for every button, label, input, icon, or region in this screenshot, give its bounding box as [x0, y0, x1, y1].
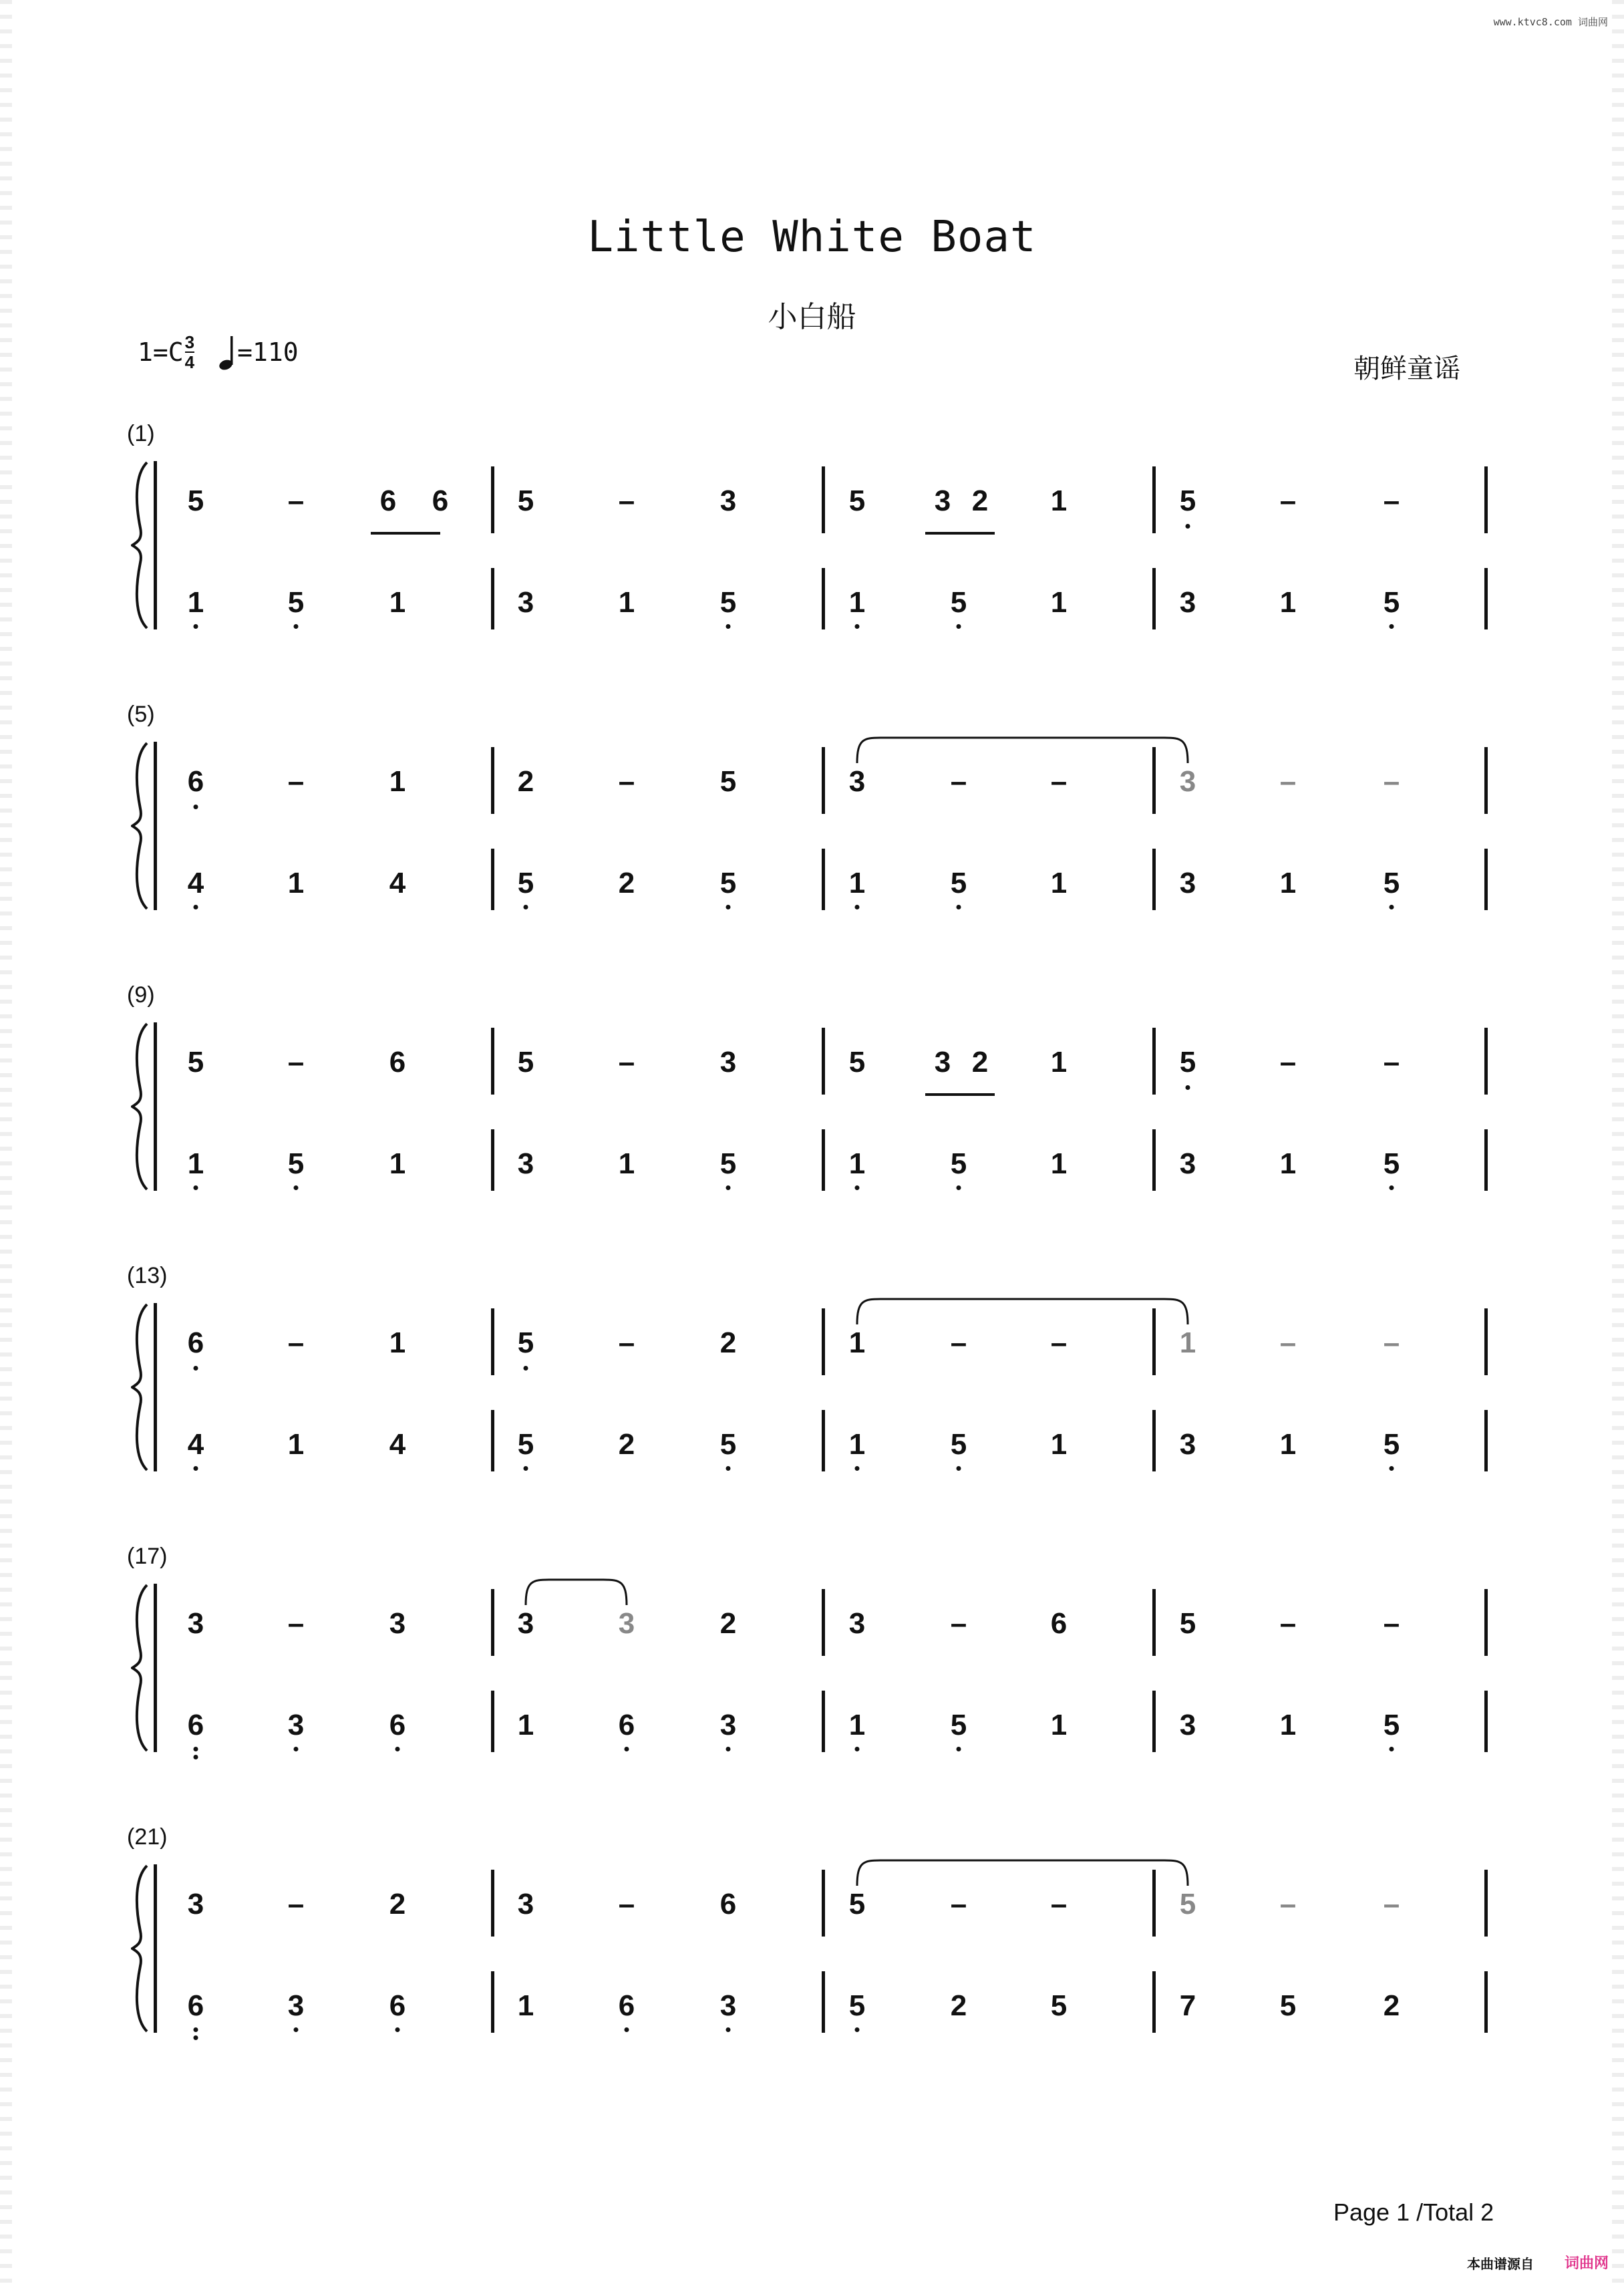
note-numeral: 1	[618, 1147, 635, 1180]
key-signature: 1=C	[138, 337, 184, 367]
note-numeral: 1	[1279, 1428, 1297, 1461]
note-numeral: 5	[1179, 484, 1196, 517]
note-numeral: 5	[1383, 1147, 1400, 1180]
note-numeral: 5	[517, 1326, 534, 1359]
bar-line	[154, 742, 157, 910]
bar-line	[491, 466, 494, 533]
measure-number-label: (13)	[127, 1263, 168, 1288]
note-numeral: 1	[848, 867, 866, 899]
note-numeral: 3	[719, 484, 737, 517]
octave-dot	[194, 2027, 198, 2032]
bar-line	[491, 1410, 494, 1471]
note-numeral: 1	[1279, 586, 1297, 619]
octave-dot	[957, 1747, 961, 1751]
bar-line	[154, 461, 157, 629]
note-numeral: 5	[848, 1046, 866, 1079]
note-numeral: 6	[187, 1326, 204, 1359]
bar-line	[1152, 1129, 1156, 1191]
note-numeral: 3	[517, 1888, 534, 1920]
tie-slur	[522, 1576, 630, 1608]
bar-line	[1484, 1129, 1488, 1191]
bar-line	[822, 1589, 825, 1656]
song-subtitle: 小白船	[768, 300, 856, 334]
octave-dot	[855, 905, 860, 909]
note-numeral: 4	[187, 867, 204, 899]
note-numeral: 2	[719, 1326, 737, 1359]
octave-dot	[1186, 1085, 1190, 1090]
octave-dot	[524, 1466, 528, 1471]
octave-dot	[194, 1185, 198, 1190]
note-numeral: 3	[1179, 867, 1196, 899]
note-numeral: 6	[1050, 1607, 1068, 1640]
note-numeral: 1	[389, 765, 406, 798]
note-numeral: 1	[389, 586, 406, 619]
note-numeral: 5	[1179, 1888, 1196, 1920]
note-numeral: 1	[187, 1147, 204, 1180]
key-and-tempo	[138, 333, 299, 372]
note-numeral: 4	[389, 867, 406, 899]
note-numeral: 5	[1050, 1989, 1068, 2022]
octave-dot	[957, 624, 961, 629]
measure-number-label: (9)	[127, 982, 155, 1008]
note-numeral: 1	[848, 1147, 866, 1180]
bar-line	[1484, 1870, 1488, 1937]
dash-extension: –	[1279, 1046, 1297, 1079]
bar-line	[1152, 466, 1156, 533]
note-numeral: 5	[517, 1046, 534, 1079]
note-numeral: 3	[1179, 1709, 1196, 1741]
dash-extension: –	[1279, 1607, 1297, 1640]
note-numeral: 5	[287, 1147, 305, 1180]
octave-dot	[194, 1466, 198, 1471]
octave-dot	[625, 2027, 629, 2032]
note-numeral: 5	[517, 867, 534, 899]
note-numeral: 5	[287, 586, 305, 619]
note-numeral: 5	[1179, 1607, 1196, 1640]
score-system	[0, 1544, 1624, 1757]
bar-line	[822, 1971, 825, 2033]
octave-dot	[294, 2027, 299, 2032]
note-numeral: 1	[1050, 484, 1068, 517]
bar-line	[822, 1129, 825, 1191]
time-signature	[185, 333, 194, 372]
dash-extension: –	[1050, 1326, 1068, 1359]
octave-dot	[855, 624, 860, 629]
bar-line	[1484, 849, 1488, 910]
dash-extension: –	[1383, 765, 1400, 798]
octave-dot	[855, 2027, 860, 2032]
octave-dot	[524, 905, 528, 909]
bar-line	[491, 1308, 494, 1375]
octave-dot	[957, 1466, 961, 1471]
octave-dot	[194, 2035, 198, 2040]
bar-line	[491, 747, 494, 814]
note-numeral: 1	[618, 586, 635, 619]
octave-dot	[726, 624, 731, 629]
note-numeral: 5	[848, 1989, 866, 2022]
note-numeral: 1	[848, 586, 866, 619]
dash-extension: –	[1279, 1888, 1297, 1920]
dash-extension: –	[950, 1607, 967, 1640]
note-numeral: 2	[719, 1607, 737, 1640]
tie-slur	[854, 734, 1191, 766]
note-numeral: 1	[1279, 1709, 1297, 1741]
octave-dot	[855, 1747, 860, 1751]
note-numeral: 1	[1179, 1326, 1196, 1359]
staff-brace-icon	[131, 1864, 150, 2033]
bar-line	[491, 1971, 494, 2033]
bar-line	[822, 466, 825, 533]
octave-dot	[395, 1747, 400, 1751]
note-numeral: 5	[719, 1147, 737, 1180]
note-numeral: 3	[719, 1046, 737, 1079]
source-logo-text: 词曲网	[1565, 2255, 1609, 2271]
eighth-note-underline	[371, 532, 440, 535]
score-system	[0, 982, 1624, 1196]
dash-extension: –	[1383, 484, 1400, 517]
dash-extension: –	[1383, 1888, 1400, 1920]
note-numeral: 6	[187, 1989, 204, 2022]
note-numeral: 5	[950, 1147, 967, 1180]
note-numeral: 2	[971, 484, 989, 517]
note-numeral: 4	[389, 1428, 406, 1461]
note-numeral: 1	[1050, 1147, 1068, 1180]
note-numeral: 5	[950, 1428, 967, 1461]
note-numeral: 1	[1050, 1046, 1068, 1079]
octave-dot	[294, 1185, 299, 1190]
note-numeral: 1	[187, 586, 204, 619]
note-numeral: 4	[187, 1428, 204, 1461]
octave-dot	[726, 1185, 731, 1190]
note-numeral: 5	[187, 1046, 204, 1079]
bar-line	[822, 849, 825, 910]
staff-brace-icon	[131, 461, 150, 629]
note-numeral: 6	[432, 484, 449, 517]
eighth-note-underline	[925, 532, 995, 535]
page-number: Page 1 /Total 2	[1333, 2198, 1494, 2226]
eighth-note-underline	[925, 1093, 995, 1096]
note-numeral: 1	[1050, 1428, 1068, 1461]
note-numeral: 5	[719, 586, 737, 619]
bar-line	[1152, 1691, 1156, 1752]
octave-dot	[194, 624, 198, 629]
bar-line	[154, 1303, 157, 1471]
time-signature-denominator: 4	[184, 352, 195, 372]
note-numeral: 1	[389, 1326, 406, 1359]
note-numeral: 2	[389, 1888, 406, 1920]
octave-dot	[194, 905, 198, 909]
bar-line	[491, 568, 494, 629]
note-numeral: 1	[287, 867, 305, 899]
dash-extension: –	[618, 484, 635, 517]
note-numeral: 3	[517, 586, 534, 619]
note-numeral: 1	[287, 1428, 305, 1461]
note-numeral: 1	[1050, 1709, 1068, 1741]
bar-line	[1484, 466, 1488, 533]
measure-number-label: (17)	[127, 1544, 168, 1569]
bar-line	[491, 1870, 494, 1937]
dash-extension: –	[287, 765, 305, 798]
note-numeral: 5	[950, 867, 967, 899]
bar-line	[1484, 1308, 1488, 1375]
note-numeral: 3	[848, 1607, 866, 1640]
octave-dot	[726, 2027, 731, 2032]
note-numeral: 6	[719, 1888, 737, 1920]
note-numeral: 6	[187, 765, 204, 798]
octave-dot	[194, 1747, 198, 1751]
bar-line	[822, 1308, 825, 1375]
octave-dot	[957, 1185, 961, 1190]
octave-dot	[194, 805, 198, 809]
note-numeral: 3	[1179, 586, 1196, 619]
note-numeral: 3	[934, 1046, 951, 1079]
note-numeral: 5	[517, 484, 534, 517]
note-numeral: 5	[1383, 1428, 1400, 1461]
octave-dot	[1390, 1747, 1394, 1751]
note-numeral: 2	[971, 1046, 989, 1079]
note-numeral: 5	[1383, 867, 1400, 899]
bar-line	[154, 1022, 157, 1191]
note-numeral: 6	[618, 1709, 635, 1741]
note-numeral: 5	[1279, 1989, 1297, 2022]
bar-line	[1152, 1589, 1156, 1656]
note-numeral: 1	[848, 1709, 866, 1741]
note-numeral: 5	[1179, 1046, 1196, 1079]
dash-extension: –	[1383, 1046, 1400, 1079]
bar-line	[154, 1584, 157, 1752]
octave-dot	[294, 624, 299, 629]
bar-line	[822, 1691, 825, 1752]
note-numeral: 6	[618, 1989, 635, 2022]
note-numeral: 5	[187, 484, 204, 517]
score-system	[0, 1263, 1624, 1477]
measure-number-label: (5)	[127, 702, 155, 727]
octave-dot	[294, 1747, 299, 1751]
dash-extension: –	[1050, 765, 1068, 798]
time-signature-numerator: 3	[184, 332, 195, 352]
bar-line	[1484, 1028, 1488, 1095]
bar-line	[1152, 1028, 1156, 1095]
score-system	[0, 702, 1624, 915]
measure-number-label: (21)	[127, 1824, 168, 1850]
bar-line	[1484, 1971, 1488, 2033]
note-numeral: 6	[389, 1989, 406, 2022]
note-numeral: 3	[1179, 1147, 1196, 1180]
dash-extension: –	[1050, 1888, 1068, 1920]
note-numeral: 1	[848, 1326, 866, 1359]
note-numeral: 3	[517, 1607, 534, 1640]
note-numeral: 6	[389, 1709, 406, 1741]
note-numeral: 7	[1179, 1989, 1196, 2022]
bar-line	[491, 1691, 494, 1752]
dash-extension: –	[287, 1888, 305, 1920]
note-numeral: 5	[719, 867, 737, 899]
note-numeral: 1	[517, 1989, 534, 2022]
bar-line	[822, 1028, 825, 1095]
bar-line	[1484, 747, 1488, 814]
note-numeral: 3	[389, 1607, 406, 1640]
octave-dot	[726, 1747, 731, 1751]
measure-number-label: (1)	[127, 421, 155, 446]
note-numeral: 1	[389, 1147, 406, 1180]
note-numeral: 5	[719, 1428, 737, 1461]
composer-credit: 朝鲜童谣	[1353, 353, 1460, 384]
octave-dot	[1390, 1185, 1394, 1190]
bar-line	[1152, 1971, 1156, 2033]
note-numeral: 5	[848, 1888, 866, 1920]
note-numeral: 1	[1279, 867, 1297, 899]
bar-line	[491, 1129, 494, 1191]
octave-dot	[855, 1185, 860, 1190]
tie-slur	[854, 1295, 1191, 1327]
note-numeral: 3	[187, 1607, 204, 1640]
note-numeral: 2	[1383, 1989, 1400, 2022]
staff-brace-icon	[131, 1303, 150, 1471]
dash-extension: –	[1383, 1607, 1400, 1640]
note-numeral: 5	[1383, 1709, 1400, 1741]
note-numeral: 3	[1179, 765, 1196, 798]
octave-dot	[957, 905, 961, 909]
note-numeral: 5	[950, 1709, 967, 1741]
site-watermark: www.ktvc8.com 词曲网	[1493, 16, 1608, 28]
staff-brace-icon	[131, 1584, 150, 1752]
dash-extension: –	[618, 1326, 635, 1359]
note-numeral: 2	[618, 867, 635, 899]
octave-dot	[395, 2027, 400, 2032]
score-system	[0, 421, 1624, 635]
bar-line	[822, 568, 825, 629]
octave-dot	[855, 1466, 860, 1471]
bar-line	[1484, 1589, 1488, 1656]
bar-line	[491, 1589, 494, 1656]
dash-extension: –	[950, 1888, 967, 1920]
source-note: 本曲谱源自	[1467, 2257, 1534, 2272]
note-numeral: 3	[719, 1989, 737, 2022]
note-numeral: 5	[719, 765, 737, 798]
bar-line	[154, 1864, 157, 2033]
bar-line	[1152, 849, 1156, 910]
note-numeral: 2	[618, 1428, 635, 1461]
note-numeral: 5	[848, 484, 866, 517]
note-numeral: 1	[517, 1709, 534, 1741]
note-numeral: 1	[848, 1428, 866, 1461]
song-title: Little White Boat	[587, 212, 1037, 262]
bar-line	[1152, 568, 1156, 629]
dash-extension: –	[618, 1046, 635, 1079]
octave-dot	[1390, 624, 1394, 629]
staff-brace-icon	[131, 1022, 150, 1191]
note-numeral: 5	[1383, 586, 1400, 619]
dash-extension: –	[287, 1046, 305, 1079]
dash-extension: –	[618, 765, 635, 798]
note-numeral: 1	[1050, 586, 1068, 619]
note-numeral: 3	[848, 765, 866, 798]
octave-dot	[194, 1755, 198, 1759]
dash-extension: –	[287, 1607, 305, 1640]
score-system	[0, 1824, 1624, 2038]
note-numeral: 3	[187, 1888, 204, 1920]
tempo-value: =110	[237, 337, 299, 367]
bar-line	[491, 1028, 494, 1095]
dash-extension: –	[287, 1326, 305, 1359]
dash-extension: –	[1279, 1326, 1297, 1359]
octave-dot	[1186, 524, 1190, 529]
dash-extension: –	[950, 1326, 967, 1359]
note-numeral: 3	[517, 1147, 534, 1180]
bar-line	[1484, 568, 1488, 629]
dash-extension: –	[1383, 1326, 1400, 1359]
note-numeral: 1	[1279, 1147, 1297, 1180]
note-numeral: 3	[1179, 1428, 1196, 1461]
note-numeral: 2	[517, 765, 534, 798]
octave-dot	[194, 1366, 198, 1371]
bar-line	[822, 1410, 825, 1471]
note-numeral: 6	[389, 1046, 406, 1079]
dash-extension: –	[287, 484, 305, 517]
octave-dot	[726, 905, 731, 909]
octave-dot	[524, 1366, 528, 1371]
note-numeral: 6	[187, 1709, 204, 1741]
bar-line	[822, 1870, 825, 1937]
bar-line	[491, 849, 494, 910]
bar-line	[1484, 1691, 1488, 1752]
octave-dot	[726, 1466, 731, 1471]
dash-extension: –	[1279, 484, 1297, 517]
bar-line	[1152, 1410, 1156, 1471]
octave-dot	[625, 1747, 629, 1751]
note-numeral: 3	[934, 484, 951, 517]
staff-brace-icon	[131, 742, 150, 910]
dash-extension: –	[1279, 765, 1297, 798]
octave-dot	[1390, 1466, 1394, 1471]
note-numeral: 3	[719, 1709, 737, 1741]
octave-dot	[1390, 905, 1394, 909]
quarter-note-icon	[218, 333, 237, 371]
dash-extension: –	[950, 765, 967, 798]
tie-slur	[854, 1856, 1191, 1888]
note-numeral: 5	[517, 1428, 534, 1461]
note-numeral: 6	[379, 484, 397, 517]
note-numeral: 3	[287, 1989, 305, 2022]
dash-extension: –	[618, 1888, 635, 1920]
note-numeral: 1	[1050, 867, 1068, 899]
bar-line	[1484, 1410, 1488, 1471]
note-numeral: 3	[618, 1607, 635, 1640]
note-numeral: 5	[950, 586, 967, 619]
note-numeral: 2	[950, 1989, 967, 2022]
note-numeral: 3	[287, 1709, 305, 1741]
bar-line	[822, 747, 825, 814]
